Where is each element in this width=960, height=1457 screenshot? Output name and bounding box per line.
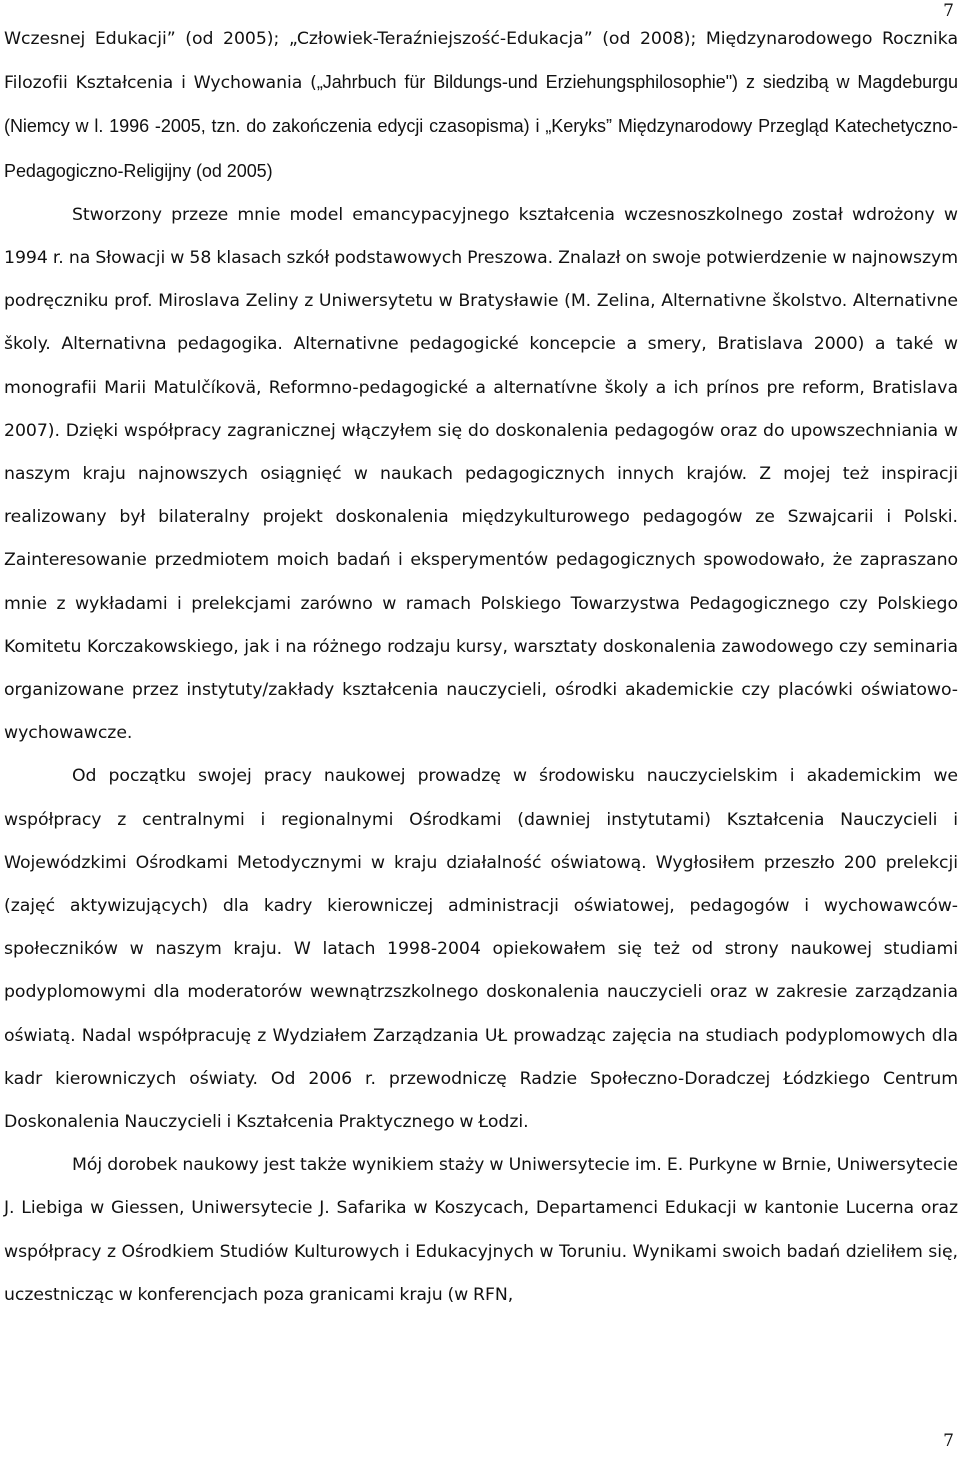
paragraph-4: Mój dorobek naukowy jest także wynikiem staży w Uniwersytecie im. E. Purkyne w Brnie, Uniwersytecie J. Liebiga w Giessen, Uniwersytecie J. Safarika w Koszycach, Departamenci Edukacji w kantonie Lucerna oraz współpracy z Ośrodkiem Studiów Kulturowych i Edukacyjnych w Toruniu. Wynikami swoich badań dzieliłem się, uczestnicząc w konferencjach poza granicami kraju (w RFN,	[4, 1155, 958, 1305]
paragraph-1-text-alt: „Jahrbuch für Bildungs-und Erziehungsphilosophie") z siedzibą w Magdeburgu (Niemcy w l. 1996 -2005, tzn.	[4, 72, 958, 137]
page-number-top: 7	[943, 1, 954, 21]
paragraph-1	[4, 18, 958, 194]
page-number-bottom: 7	[943, 1431, 954, 1451]
document-body	[4, 18, 958, 1317]
paragraph-1-text-end: do zakończenia edycji czasopisma) i „Keryks” Międzynarodowy Przegląd Katechetyczno-Pedagogiczno-Religijny (od 2005)	[4, 116, 958, 181]
paragraph-1-text: Wczesnej Edukacji” (od 2005); „Człowiek-Teraźniejszość-Edukacja” (od 2008); Międzynarodowego Rocznika Filozofii Kształcenia i Wychowania (	[4, 29, 958, 94]
paragraph-3: Od początku swojej pracy naukowej prowadzę w środowisku nauczycielskim i akademickim we współpracy z centralnymi i regionalnymi Ośrodkami (dawniej instytutami) Kształcenia Nauczycieli i Wojewódzkimi Ośrodkami Metodycznymi w kraju działalność oświatową. Wygłosiłem przeszło 200 prelekcji (zajęć aktywizujących) dla kadry kierowniczej administracji oświatowej, pedagogów i wychowawców-społeczników w naszym kraju. W latach 1998-2004 opiekowałem się też od strony naukowej studiami podyplomowymi dla moderatorów wewnątrzszkolnego doskonalenia nauczycieli oraz w zakresie zarządzania oświatą. Nadal współpracuję z Wydziałem Zarządzania UŁ prowadząc zajęcia na studiach podyplomowych dla kadr kierowniczych oświaty. Od 2006 r. przewodniczę Radzie Społeczno-Doradczej Łódzkiego Centrum Doskonalenia Nauczycieli i Kształcenia Praktycznego w Łodzi.	[4, 766, 958, 1133]
paragraph-2: Stworzony przeze mnie model emancypacyjnego kształcenia wczesnoszkolnego został wdrożony w 1994 r. na Słowacji w 58 klasach szkół podstawowych Preszowa. Znalazł on swoje potwierdzenie w najnowszym podręczniku prof. Miroslava Zeliny z Uniwersytetu w Bratysławie (M. Zelina, Alternativne školstvo. Alternativne školy. Alternativna pedagogika. Alternativne pedagogické koncepcie a smery, Bratislava 2000) a také w monografii Marii Matulčíkovä, Reformno-pedagogické a alternatívne školy a ich prínos pre reform, Bratislava 2007). Dzięki współpracy zagranicznej włączyłem się do doskonalenia pedagogów oraz do upowszechniania w naszym kraju najnowszych osiągnięć w naukach pedagogicznych innych krajów. Z mojej też inspiracji realizowany był bilateralny projekt doskonalenia międzykulturowego pedagogów ze Szwajcarii i Polski. Zainteresowanie przedmiotem moich badań i eksperymentów pedagogicznych spowodowało, że zapraszano mnie z wykładami i prelekcjami zarówno w ramach Polskiego Towarzystwa Pedagogicznego czy Polskiego Komitetu Korczakowskiego, jak i na różnego rodzaju kursy, warsztaty doskonalenia zawodowego czy seminaria organizowane przez instytuty/zakłady kształcenia nauczycieli, ośrodki akademickie czy placówki oświatowo-wychowawcze.	[4, 204, 958, 744]
